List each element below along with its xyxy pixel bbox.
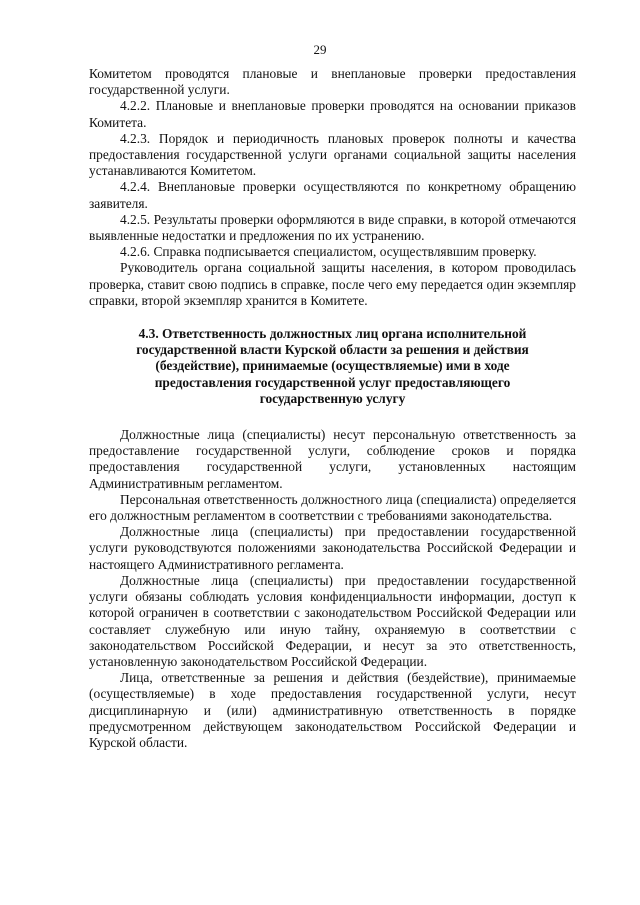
- section-title-line: государственную услугу: [259, 390, 406, 406]
- section-4-3-body: [89, 427, 576, 751]
- paragraph-personal-responsibility: Должностные лица (специалисты) несут персональную ответственность за предоставление государственной услуги, соблюдение сроков и порядка предоставления государственной услуги, установленных настоящим Административным регламентом.: [89, 427, 576, 491]
- paragraph-legislation-guidance: Должностные лица (специалисты) при предоставлении государственной услуги руководствуются положениями законодательства Российской Федерации и настоящего Административного регламента.: [89, 524, 576, 572]
- paragraph-confidentiality: Должностные лица (специалисты) при предоставлении государственной услуги обязаны соблюдать условия конфиденциальности информации, доступ к которой ограничен в соответствии с законодательством Российской Федерации или составляет служебную или иную тайну, охраняемую в соответствии с законодательством Российской Федерации, и несут за это ответственность, установленную законодательством Российской Федерации.: [89, 572, 576, 669]
- page-number: 29: [313, 42, 327, 57]
- section-title-line: предоставления государственной услуг предоставляющего: [154, 374, 511, 390]
- section-title-4-3: [89, 326, 576, 407]
- paragraph-inspections-intro: Комитетом проводятся плановые и внеплановые проверки предоставления государственной услуги.: [89, 66, 576, 98]
- paragraph-4-2-3: 4.2.3. Порядок и периодичность плановых проверок полноты и качества предоставления государственной услуги органами социальной защиты населения устанавливаются Комитетом.: [89, 130, 576, 179]
- section-title-line: государственной власти Курской области за решения и действия: [136, 342, 529, 358]
- section-title-line: 4.3. Ответственность должностных лиц органа исполнительной: [138, 326, 527, 342]
- section-title-line: (бездействие), принимаемые (осуществляемые) ими в ходе: [155, 358, 510, 374]
- paragraph-job-regulations: Персональная ответственность должностного лица (специалиста) определяется его должностным регламентом в соответствии с требованиями законодательства.: [89, 491, 576, 524]
- paragraph-disciplinary-liability: Лица, ответственные за решения и действия (бездействие), принимаемые (осуществляемые) в ходе предоставления государственной услуги, несут дисциплинарную и (или) административную ответственность в порядке предусмотренном действующем законодательством Российской Федерации и Курской области.: [89, 670, 576, 750]
- paragraph-head-signature: Руководитель органа социальной защиты населения, в котором проводилась проверка, ставит свою подпись в справке, после чего ему передается один экземпляр справки, второй экземпляр хранится в Комитете.: [89, 260, 576, 308]
- paragraph-4-2-4: 4.2.4. Внеплановые проверки осуществляются по конкретному обращению заявителя.: [89, 179, 576, 211]
- paragraph-4-2-2: 4.2.2. Плановые и внеплановые проверки проводятся на основании приказов Комитета.: [89, 98, 576, 130]
- paragraph-4-2-5: 4.2.5. Результаты проверки оформляются в виде справки, в которой отмечаются выявленные недостатки и предложения по их устранению.: [89, 211, 576, 244]
- paragraph-4-2-6: 4.2.6. Справка подписывается специалистом, осуществлявшим проверку.: [120, 244, 537, 260]
- document-body: [89, 66, 576, 751]
